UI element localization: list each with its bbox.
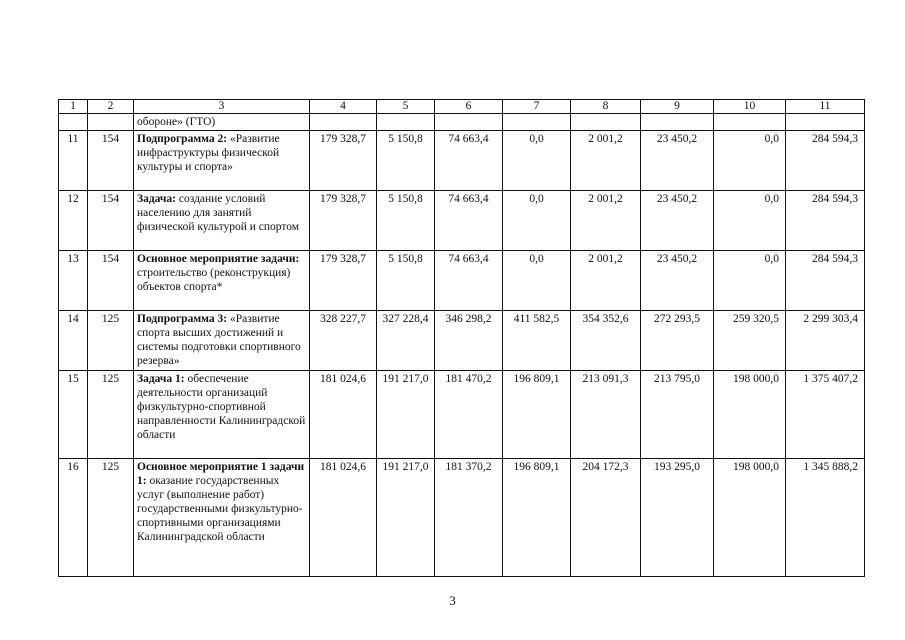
value-cell-col5: 5 150,8 — [377, 131, 435, 191]
code-cell: 154 — [88, 251, 134, 311]
row-number-cell: 16 — [59, 459, 88, 577]
row-number-cell: 11 — [59, 131, 88, 191]
value-cell-col10: 0,0 — [714, 191, 786, 251]
table-row — [59, 371, 865, 459]
value-cell-col9: 213 795,0 — [641, 371, 714, 459]
value-cell-col8: 354 352,6 — [571, 311, 641, 371]
description-cell — [134, 131, 310, 191]
value-cell-col5: 5 150,8 — [377, 251, 435, 311]
value-cell-col9: 272 293,5 — [641, 311, 714, 371]
column-header-2: 2 — [88, 100, 134, 114]
value-cell-col9: 23 450,2 — [641, 131, 714, 191]
value-cell-col6: 181 470,2 — [435, 371, 503, 459]
description-cell — [134, 251, 310, 311]
description-bold: Основное мероприятие 1 задачи 1: — [137, 461, 305, 487]
description-bold: Подпрограмма 3: — [137, 313, 228, 325]
value-cell-col7 — [503, 114, 571, 131]
page-number: 3 — [449, 593, 456, 608]
value-cell-col8 — [571, 114, 641, 131]
value-cell-col4: 179 328,7 — [310, 251, 377, 311]
value-cell-col11: 1 345 888,2 — [786, 459, 865, 577]
code-cell: 125 — [88, 371, 134, 459]
value-cell-col10: 259 320,5 — [714, 311, 786, 371]
value-cell-col5: 5 150,8 — [377, 191, 435, 251]
value-cell-col10: 0,0 — [714, 251, 786, 311]
table-row — [59, 131, 865, 191]
row-number-cell: 12 — [59, 191, 88, 251]
value-cell-col4: 181 024,6 — [310, 371, 377, 459]
table-row — [59, 251, 865, 311]
description-text: строительство (реконструкция) объектов спорта* — [137, 267, 291, 293]
column-header-4: 4 — [310, 100, 377, 114]
value-cell-col10: 198 000,0 — [714, 371, 786, 459]
column-header-3: 3 — [134, 100, 310, 114]
value-cell-col9: 23 450,2 — [641, 251, 714, 311]
column-header-8: 8 — [571, 100, 641, 114]
value-cell-col5: 191 217,0 — [377, 459, 435, 577]
value-cell-col9 — [641, 114, 714, 131]
value-cell-col6: 181 370,2 — [435, 459, 503, 577]
column-header-10: 10 — [714, 100, 786, 114]
description-text: обороне» (ГТО) — [137, 116, 216, 128]
description-cell — [134, 191, 310, 251]
value-cell-col7: 0,0 — [503, 251, 571, 311]
value-cell-col4: 328 227,7 — [310, 311, 377, 371]
value-cell-col10: 198 000,0 — [714, 459, 786, 577]
column-header-9: 9 — [641, 100, 714, 114]
value-cell-col7: 411 582,5 — [503, 311, 571, 371]
value-cell-col6: 346 298,2 — [435, 311, 503, 371]
value-cell-col7: 0,0 — [503, 131, 571, 191]
column-header-11: 11 — [786, 100, 865, 114]
value-cell-col6: 74 663,4 — [435, 131, 503, 191]
value-cell-col8: 2 001,2 — [571, 191, 641, 251]
value-cell-col7: 196 809,1 — [503, 371, 571, 459]
description-cell — [134, 371, 310, 459]
code-cell: 125 — [88, 311, 134, 371]
table-row — [59, 114, 865, 131]
table-row — [59, 459, 865, 577]
description-cell — [134, 459, 310, 577]
value-cell-col6: 74 663,4 — [435, 191, 503, 251]
description-cell — [134, 311, 310, 371]
description-bold: Подпрограмма 2: — [137, 133, 228, 145]
column-header-7: 7 — [503, 100, 571, 114]
column-header-6: 6 — [435, 100, 503, 114]
value-cell-col7: 196 809,1 — [503, 459, 571, 577]
value-cell-col5 — [377, 114, 435, 131]
column-header-5: 5 — [377, 100, 435, 114]
description-text: оказание государственных услуг (выполнение работ) государственными физкультурно-спортивными организациями Калининградской области — [137, 475, 303, 543]
description-text: создание условий населению для занятий физической культурой и спортом — [137, 193, 300, 233]
value-cell-col8: 2 001,2 — [571, 131, 641, 191]
value-cell-col9: 193 295,0 — [641, 459, 714, 577]
value-cell-col8: 213 091,3 — [571, 371, 641, 459]
value-cell-col11: 284 594,3 — [786, 251, 865, 311]
header-row — [59, 100, 865, 114]
value-cell-col9: 23 450,2 — [641, 191, 714, 251]
value-cell-col10: 0,0 — [714, 131, 786, 191]
description-cell — [134, 114, 310, 131]
description-bold: Задача: — [137, 193, 176, 205]
value-cell-col5: 327 228,4 — [377, 311, 435, 371]
value-cell-col7: 0,0 — [503, 191, 571, 251]
code-cell: 154 — [88, 191, 134, 251]
description-text: «Развитие инфраструктуры физической культуры и спорта» — [137, 133, 280, 173]
value-cell-col11: 1 375 407,2 — [786, 371, 865, 459]
value-cell-col11: 284 594,3 — [786, 191, 865, 251]
budget-table — [58, 99, 865, 577]
value-cell-col4: 181 024,6 — [310, 459, 377, 577]
value-cell-col5: 191 217,0 — [377, 371, 435, 459]
value-cell-col4: 179 328,7 — [310, 131, 377, 191]
value-cell-col4: 179 328,7 — [310, 191, 377, 251]
description-text: обеспечение деятельности организаций физкультурно-спортивной направленности Калининградской области — [137, 373, 306, 441]
value-cell-col11 — [786, 114, 865, 131]
description-bold: Задача 1: — [137, 373, 185, 385]
value-cell-col4 — [310, 114, 377, 131]
code-cell — [88, 114, 134, 131]
value-cell-col10 — [714, 114, 786, 131]
value-cell-col11: 2 299 303,4 — [786, 311, 865, 371]
value-cell-col6: 74 663,4 — [435, 251, 503, 311]
value-cell-col6 — [435, 114, 503, 131]
description-bold: Основное мероприятие задачи: — [137, 253, 300, 265]
row-number-cell: 15 — [59, 371, 88, 459]
value-cell-col8: 2 001,2 — [571, 251, 641, 311]
table-row — [59, 191, 865, 251]
value-cell-col11: 284 594,3 — [786, 131, 865, 191]
row-number-cell — [59, 114, 88, 131]
column-header-1: 1 — [59, 100, 88, 114]
description-text: «Развитие спорта высших достижений и системы подготовки спортивного резерва» — [137, 313, 301, 367]
row-number-cell: 13 — [59, 251, 88, 311]
value-cell-col8: 204 172,3 — [571, 459, 641, 577]
code-cell: 125 — [88, 459, 134, 577]
table-row — [59, 311, 865, 371]
row-number-cell: 14 — [59, 311, 88, 371]
code-cell: 154 — [88, 131, 134, 191]
